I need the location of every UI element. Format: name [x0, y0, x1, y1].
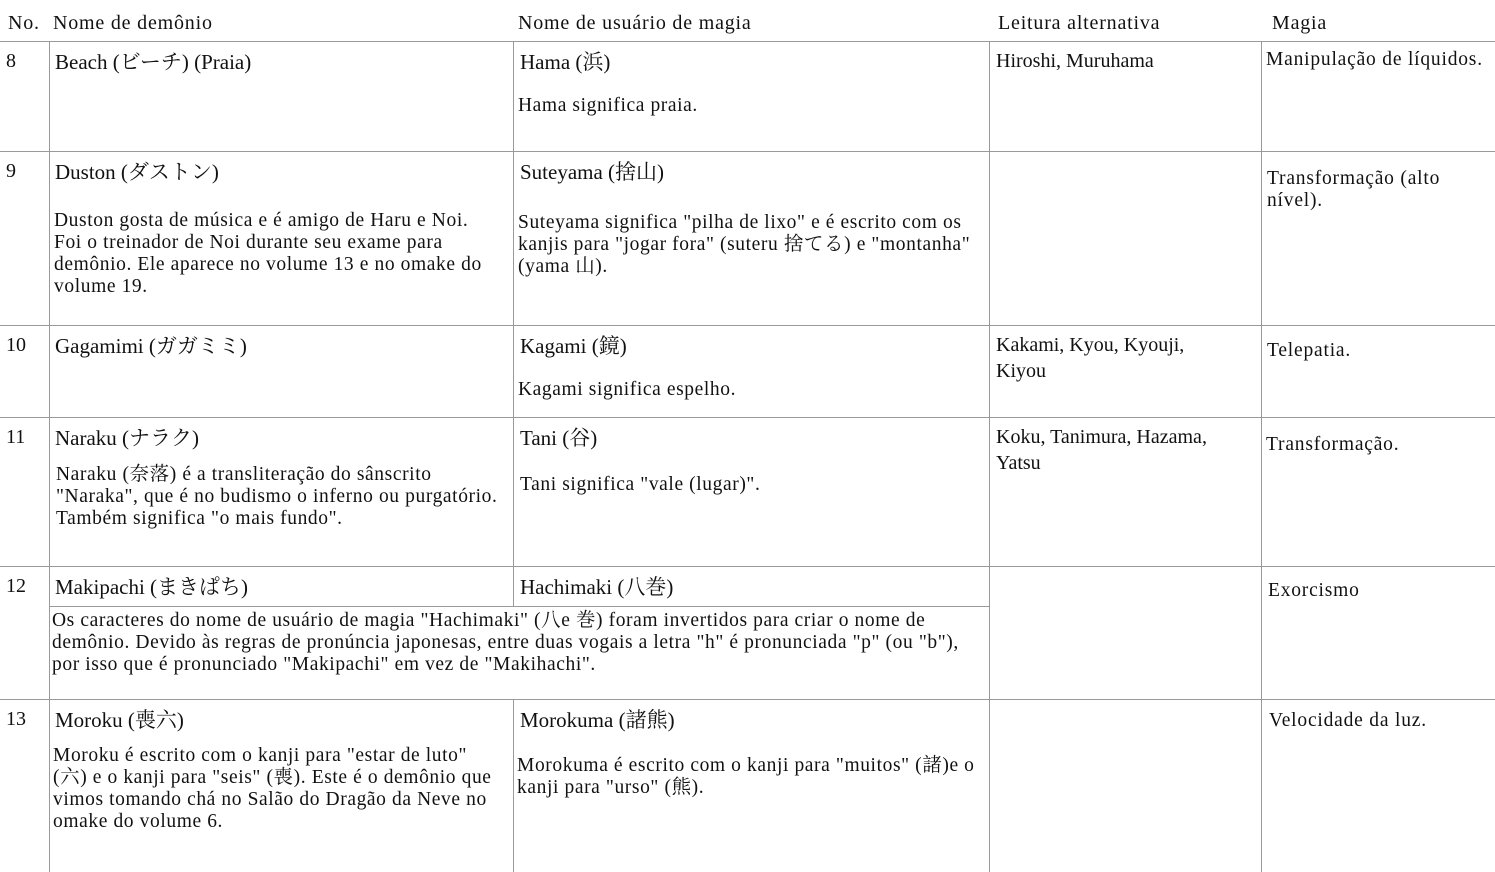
header-no: No.	[8, 12, 40, 34]
magic-user-name: Suteyama (捨山)	[520, 160, 665, 184]
magic-user-name: Kagami (鏡)	[520, 334, 627, 358]
column-divider	[989, 41, 990, 872]
row-divider	[0, 699, 1495, 700]
demon-name: Gagamimi (ガガミミ)	[55, 334, 247, 358]
row-number: 8	[6, 50, 16, 72]
header-demon-name: Nome de demônio	[53, 12, 213, 34]
magic-user-description: Hama significa praia.	[518, 95, 698, 116]
header-magic-user-name: Nome de usuário de magia	[518, 12, 752, 34]
demon-description: Moroku é escrito com o kanji para "estar de luto" (六) e o kanji para "seis" (喪). Este é o demônio que vimos tomando chá no Salão do Dragão da Neve no omake do volume 6.	[53, 745, 492, 832]
header-alternative-reading: Leitura alternativa	[998, 12, 1161, 34]
column-divider	[513, 41, 514, 607]
demon-name: Beach (ビーチ) (Praia)	[55, 50, 252, 74]
row-divider	[0, 41, 1495, 42]
row-divider	[0, 151, 1495, 152]
alternative-reading: Kakami, Kyou, Kyouji, Kiyou	[996, 334, 1185, 382]
magic-user-description: Morokuma é escrito com o kanji para "muitos" (諸)e o kanji para "urso" (熊).	[517, 755, 975, 798]
demon-name: Makipachi (まきぱち)	[55, 575, 249, 599]
row-number: 11	[6, 426, 26, 448]
column-divider	[1261, 41, 1262, 872]
row-number: 9	[6, 160, 16, 182]
magic: Velocidade da luz.	[1269, 710, 1427, 731]
row-number: 13	[6, 708, 26, 730]
magic-user-name: Hama (浜)	[520, 50, 611, 74]
row-divider	[0, 417, 1495, 418]
row-divider	[0, 566, 1495, 567]
alternative-reading: Hiroshi, Muruhama	[996, 50, 1154, 72]
magic: Transformação.	[1266, 434, 1400, 455]
magic: Transformação (alto nível).	[1267, 168, 1441, 211]
alternative-reading: Koku, Tanimura, Hazama, Yatsu	[996, 426, 1207, 474]
magic-user-description: Suteyama significa "pilha de lixo" e é escrito com os kanjis para "jogar fora" (suteru 捨てる) e "montanha" (yama 山).	[518, 212, 971, 277]
magic: Telepatia.	[1267, 340, 1352, 361]
row-number: 10	[6, 334, 26, 356]
magic-user-description: Kagami significa espelho.	[518, 379, 737, 400]
name-explanation: Os caracteres do nome de usuário de magia "Hachimaki" (八e 巻) foram invertidos para criar o nome de demônio. Devido às regras de pronúncia japonesas, entre duas vogais a letra "h" é pronunciada "p" (ou "b"), por isso que é pronunciado "Makipachi" em vez de "Makihachi".	[52, 610, 959, 675]
column-divider	[513, 699, 514, 872]
column-divider	[49, 41, 50, 872]
demon-name: Duston (ダストン)	[55, 160, 219, 184]
magic-user-description: Tani significa "vale (lugar)".	[520, 474, 761, 495]
magic-user-name: Tani (谷)	[520, 426, 598, 450]
row-divider	[49, 606, 989, 607]
demon-description: Duston gosta de música e é amigo de Haru e Noi. Foi o treinador de Noi durante seu exame para demônio. Ele aparece no volume 13 e no omake do volume 19.	[54, 210, 482, 297]
demon-description: Naraku (奈落) é a transliteração do sânscrito "Naraka", que é no budismo o inferno ou purgatório. Também significa "o mais fundo".	[56, 464, 498, 529]
magic: Exorcismo	[1268, 580, 1360, 601]
header-magic: Magia	[1272, 12, 1328, 34]
row-divider	[0, 325, 1495, 326]
demon-name: Moroku (喪六)	[55, 708, 184, 732]
magic-user-name: Morokuma (諸熊)	[520, 708, 675, 732]
magic-user-name: Hachimaki (八巻)	[520, 575, 674, 599]
demon-name: Naraku (ナラク)	[55, 426, 200, 450]
magic: Manipulação de líquidos.	[1266, 49, 1483, 70]
row-number: 12	[6, 575, 26, 597]
